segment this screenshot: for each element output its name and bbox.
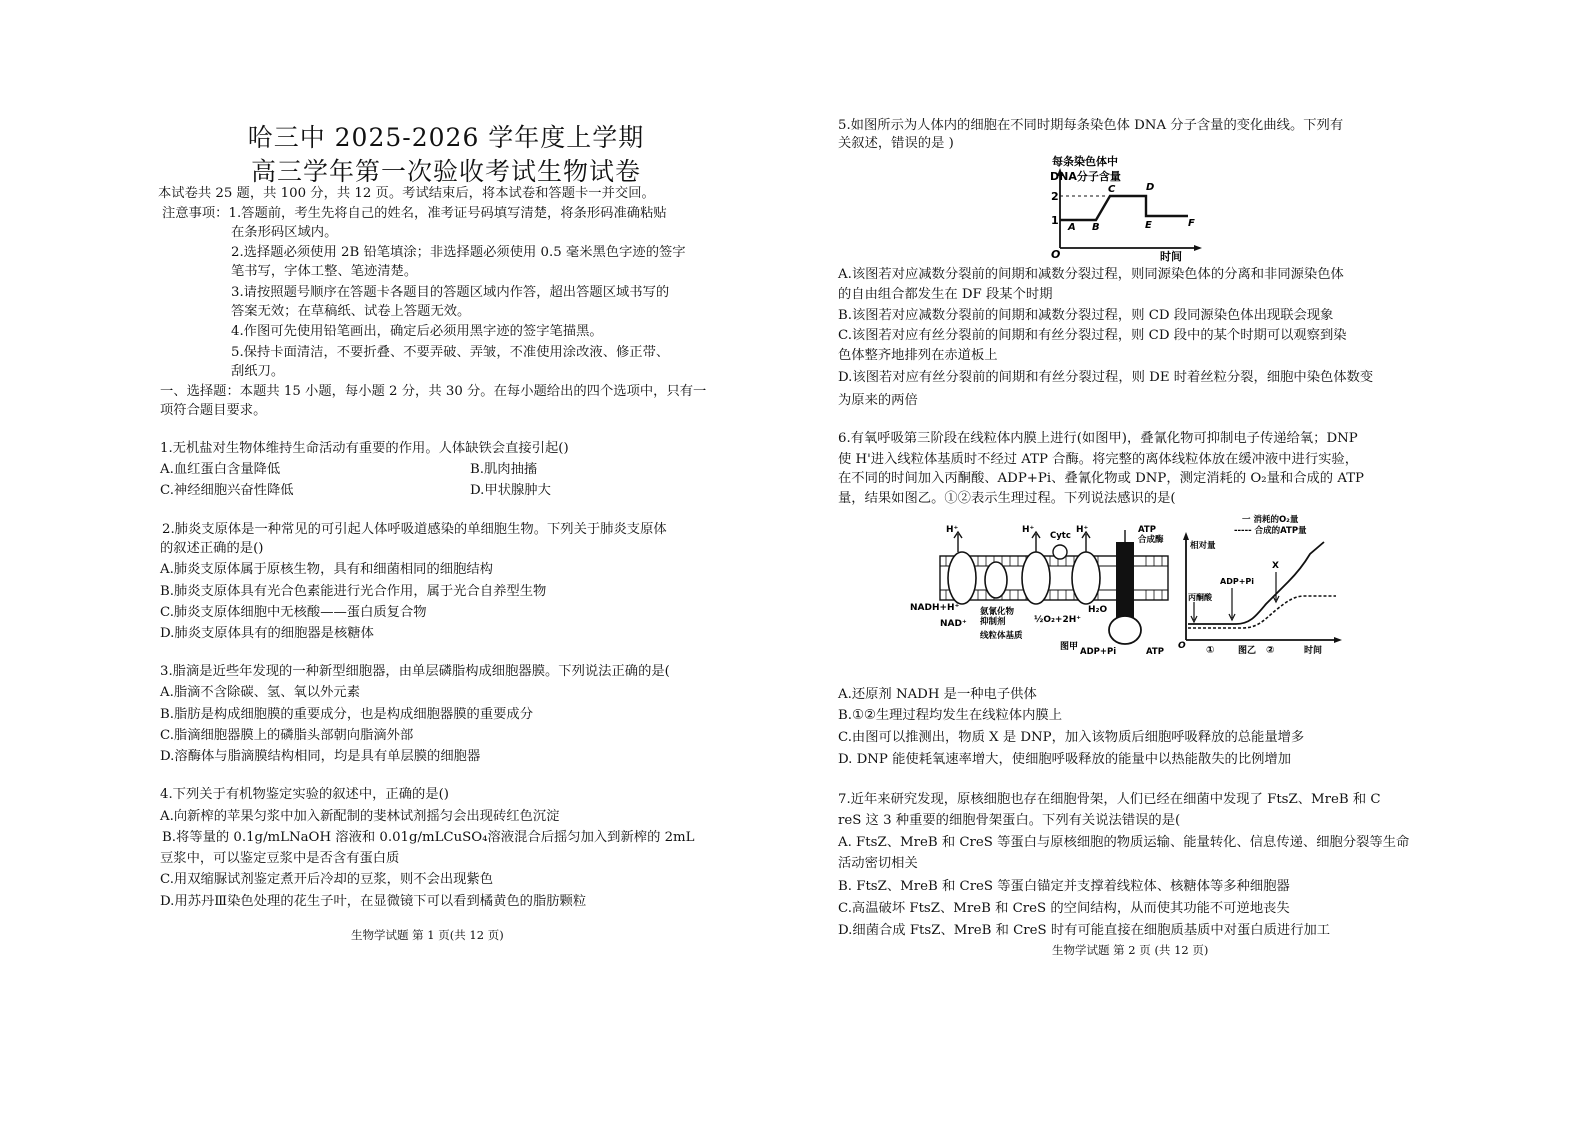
- note-line: 在条形码区域内。: [231, 225, 338, 240]
- point-label: A: [1068, 222, 1076, 233]
- atp-synthase-head: [1109, 616, 1141, 644]
- x-axis-arrow: [1334, 637, 1342, 643]
- atp-label: ATP: [1146, 647, 1164, 657]
- question-6-option-a: A.还原剂 NADH 是一种电子供体: [838, 687, 1037, 702]
- y-tick-label: 2: [1051, 190, 1059, 203]
- section-heading: 项符合题目要求。: [160, 403, 267, 418]
- question-3-stem: 3.脂滴是近些年发现的一种新型细胞器，由单层磷脂构成细胞器膜。下列说法正确的是(: [160, 664, 670, 679]
- figure-b-label: 图乙: [1238, 646, 1257, 656]
- question-7-option-d: D.细菌合成 FtsZ、MreB 和 CreS 时有可能直接在细胞质基质中对蛋白质进行加工: [838, 923, 1331, 938]
- oxygen-atp-curve-chart: [1176, 512, 1344, 660]
- y-axis-label: DNA分子含量: [1050, 170, 1121, 183]
- x-axis-label: 时间: [1304, 646, 1323, 656]
- nad-label: NAD⁺: [940, 619, 967, 629]
- process-2-label: ②: [1266, 645, 1275, 656]
- point-label: B: [1092, 222, 1100, 233]
- y-axis-label: 相对量: [1190, 541, 1216, 551]
- question-6-option-d: D. DNP 能使耗氧速率增大，使细胞呼吸释放的能量中以热能散失的比例增加: [838, 752, 1292, 767]
- note-line: 5.保持卡面清洁，不要折叠、不要弄破、弄皱，不准使用涂改液、修正带、: [231, 345, 670, 360]
- nadh-label: NADH+H⁺: [910, 603, 960, 613]
- question-7-option-a-cont: 活动密切相关: [838, 856, 918, 871]
- origin-label: O: [1051, 248, 1061, 261]
- question-5-option-b: B.该图若对应减数分裂前的间期和减数分裂过程，则 CD 段同源染色体出现联会现象: [838, 308, 1334, 323]
- question-4-stem: 4.下列关于有机物鉴定实验的叙述中，正确的是(): [160, 787, 449, 802]
- y-axis-label: 每条染色体中: [1052, 155, 1118, 168]
- point-label: D: [1146, 182, 1155, 193]
- question-2-option-d: D.肺炎支原体具有的细胞器是核糖体: [160, 626, 374, 641]
- question-6-stem: 使 H'进入线粒体基质时不经过 ATP 合酶。将完整的离体线粒体放在缓冲液中进行实验，: [838, 452, 1359, 467]
- question-5-option-a: A.该图若对应减数分裂前的间期和减数分裂过程，则同源染色体的分离和非同源染色体: [838, 267, 1344, 282]
- exam-title-line2: 高三学年第一次验收考试生物试卷: [250, 157, 641, 186]
- adp-label: ADP+Pi: [1080, 647, 1117, 657]
- x-axis-arrow: [1194, 245, 1202, 251]
- question-4-option-c: C.用双缩脲试剂鉴定煮开后冷却的豆浆，则不会出现紫色: [160, 872, 494, 887]
- question-5-option-d: D.该图若对应有丝分裂前的间期和有丝分裂过程，则 DE 时着丝粒分裂，细胞中染色体数变: [838, 370, 1374, 385]
- question-3-option-d: D.溶酶体与脂滴膜结构相同，均是具有单层膜的细胞器: [160, 749, 481, 764]
- legend-oxygen: 一 消耗的O₂量: [1242, 515, 1299, 525]
- inhibitor-label: 抑制剂: [980, 617, 1006, 627]
- figure-a-label: 图甲: [1060, 642, 1079, 652]
- question-1-stem: 1.无机盐对生物体维持生命活动有重要的作用。人体缺铁会直接引起(): [160, 441, 569, 456]
- proton-label: H⁺: [1022, 525, 1035, 535]
- question-2-option-a: A.肺炎支原体属于原核生物，具有和细菌相同的细胞结构: [160, 562, 493, 577]
- question-6-stem: 在不同的时间加入丙酮酸、ADP+Pi、叠氰化物或 DNP，测定消耗的 O₂量和合成的 ATP: [838, 471, 1365, 486]
- question-7-stem: 7.近年来研究发现，原核细胞也存在细胞骨架，人们已经在细菌中发现了 FtsZ、MreB 和 C: [838, 792, 1381, 807]
- question-1-option-c: C.神经细胞兴奋性降低: [160, 483, 294, 498]
- process-1-label: ①: [1206, 645, 1215, 656]
- question-4-option-b: B.将等量的 0.1g/mLNaOH 溶液和 0.01g/mLCuSO₄溶液混合后摇匀加入到新榨的 2mL: [162, 830, 695, 845]
- point-label: C: [1108, 184, 1116, 195]
- question-2-option-c: C.肺炎支原体细胞中无核酸——蛋白质复合物: [160, 605, 427, 620]
- x-axis-label: 时间: [1160, 250, 1182, 262]
- dna-curve: [1060, 196, 1188, 220]
- note-line: 答案无效；在草稿纸、试卷上答题无效。: [231, 304, 471, 319]
- question-2-option-b: B.肺炎支原体具有光合色素能进行光合作用，属于光合自养型生物: [160, 584, 547, 599]
- proton-arrows: [954, 530, 1125, 552]
- question-7-stem: reS 这 3 种重要的细胞骨架蛋白。下列有关说法错误的是(: [838, 813, 1181, 828]
- note-line: 注意事项：1.答题前，考生先将自己的姓名，准考证号码填写清楚，将条形码准确粘贴: [162, 206, 667, 221]
- inhibitor-label: 氨氰化物: [980, 607, 1015, 617]
- proton-label: H⁺: [1076, 525, 1089, 535]
- question-2-stem: 的叙述正确的是(): [160, 541, 264, 556]
- question-2-stem: 2.肺炎支原体是一种常见的可引起人体呼吸道感染的单细胞生物。下列关于肺炎支原体: [162, 522, 667, 537]
- note-line: 2.选择题必须使用 2B 铅笔填涂；非选择题必须使用 0.5 毫米黑色字迹的签字: [231, 245, 686, 260]
- section-heading: 一、选择题：本题共 15 小题，每小题 2 分，共 30 分。在每小题给出的四个选项中，只有一: [160, 384, 707, 399]
- complex-ii: [985, 562, 1007, 598]
- question-5-stem: 5.如图所示为人体内的细胞在不同时期每条染色体 DNA 分子含量的变化曲线。下列有: [838, 118, 1344, 133]
- question-4-option-a: A.向新榨的苹果匀浆中加入新配制的斐林试剂摇匀会出现砖红色沉淀: [160, 809, 560, 824]
- question-3-option-a: A.脂滴不含除碳、氢、氧以外元素: [160, 685, 360, 700]
- complex-iv: [1072, 552, 1100, 604]
- exam-title-line1: 哈三中 2025-2026 学年度上学期: [247, 123, 645, 152]
- note-line: 笔书写，字体工整、笔迹清楚。: [231, 264, 418, 279]
- question-6-stem: 6.有氧呼吸第三阶段在线粒体内膜上进行(如图甲)，叠氰化物可抑制电子传递给氧；DNP: [838, 431, 1358, 446]
- question-1-option-b: B.肌肉抽搐: [470, 462, 538, 477]
- question-6-option-b: B.①②生理过程均发生在线粒体内膜上: [838, 708, 1062, 723]
- question-7-option-c: C.高温破坏 FtsZ、MreB 和 CreS 的空间结构，从而使其功能不可逆地丧失: [838, 901, 1290, 916]
- question-5-stem: 关叙述，错误的是 ): [838, 136, 954, 151]
- page-2: [838, 0, 1433, 1121]
- question-7-option-a: A. FtsZ、MreB 和 CreS 等蛋白与原核细胞的物质运输、能量转化、信息传递、细胞分裂等生命: [838, 835, 1410, 850]
- atp-synthase-label: 合成酶: [1138, 535, 1164, 545]
- question-5-option-a-cont: 的自由组合都发生在 DF 段某个时期: [838, 287, 1053, 302]
- question-1-option-a: A.血红蛋白含量降低: [160, 462, 281, 477]
- substance-x-label: X: [1272, 561, 1279, 571]
- note-line: 3.请按照题号顺序在答题卡各题目的答题区域内作答，超出答题区域书写的: [231, 285, 670, 300]
- exam-intro: 本试卷共 25 题，共 100 分，共 12 页。考试结束后，将本试卷和答题卡一并交回。: [158, 186, 655, 201]
- matrix-label: 线粒体基质: [980, 631, 1023, 641]
- question-3-option-b: B.脂肪是构成细胞膜的重要成分，也是构成细胞器膜的重要成分: [160, 707, 534, 722]
- cytc-label: Cytc: [1050, 531, 1071, 541]
- note-line: 4.作图可先使用铅笔画出，确定后必须用黑字迹的签字笔描黑。: [231, 324, 603, 339]
- atp-synthase-label: ATP: [1138, 525, 1156, 535]
- note-line: 刮纸刀。: [231, 364, 285, 379]
- proton-label: H⁺: [946, 525, 959, 535]
- question-4-option-d: D.用苏丹Ⅲ染色处理的花生子叶，在显微镜下可以看到橘黄色的脂肪颗粒: [160, 894, 587, 909]
- page-footer: 生物学试题 第 2 页 (共 12 页): [1052, 943, 1209, 957]
- question-4-option-b-cont: 豆浆中，可以鉴定豆浆中是否含有蛋白质: [160, 851, 400, 866]
- origin-label: O: [1178, 641, 1186, 651]
- question-6-stem: 量，结果如图乙。①②表示生理过程。下列说法感识的是(: [838, 491, 1176, 506]
- question-6-option-c: C.由图可以推测出，物质 X 是 DNP，加入该物质后细胞呼吸释放的总能量增多: [838, 730, 1305, 745]
- question-5-option-d-cont: 为原来的两倍: [838, 393, 918, 408]
- question-3-option-c: C.脂滴细胞器膜上的磷脂头部朝向脂滴外部: [160, 728, 414, 743]
- adp-label: ADP+Pi: [1220, 577, 1255, 586]
- cytochrome-c: [1053, 545, 1067, 559]
- point-label: F: [1188, 218, 1195, 229]
- mitochondrial-membrane-diagram: [910, 522, 1172, 662]
- question-1-option-d: D.甲状腺肿大: [470, 483, 551, 498]
- legend-atp: ----- 合成的ATP量: [1234, 526, 1307, 536]
- dna-content-curve-chart: [1048, 150, 1208, 262]
- oxygen-curve: [1188, 542, 1324, 624]
- oxygen-label: ½O₂+2H⁺: [1034, 615, 1081, 625]
- page-1: [156, 0, 736, 1121]
- question-7-option-b: B. FtsZ、MreB 和 CreS 等蛋白锚定并支撑着线粒体、核糖体等多种细胞器: [838, 879, 1290, 894]
- complex-iii: [1022, 552, 1050, 604]
- question-5-option-c-cont: 色体整齐地排列在赤道板上: [838, 348, 998, 363]
- water-label: H₂O: [1088, 605, 1108, 615]
- question-5-option-c: C.该图若对应有丝分裂前的间期和有丝分裂过程，则 CD 段中的某个时期可以观察到染: [838, 328, 1347, 343]
- y-axis-arrow: [1183, 532, 1189, 540]
- pyruvate-label: 丙酮酸: [1188, 593, 1212, 602]
- page-footer: 生物学试题 第 1 页(共 12 页): [351, 928, 504, 942]
- point-label: E: [1145, 220, 1152, 231]
- complex-i: [948, 552, 976, 604]
- y-tick-label: 1: [1051, 214, 1059, 227]
